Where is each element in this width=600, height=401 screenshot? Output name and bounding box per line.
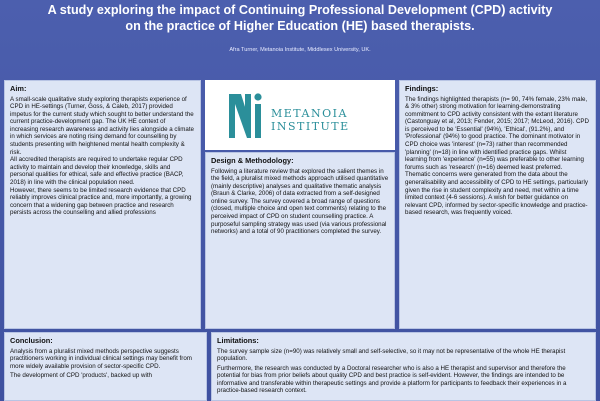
- limitations-section: [211, 332, 596, 401]
- findings-paragraph-2: Thematic concerns were generated from the data about the generalisability and accessibility of CPD to HE settings, particularly given the rise in student complexity and need, met within a time limited context (4-6 sessions). A wish for better guidance on relevant CPD, informed by sector-specific knowledge and practice-based research, was frequently voiced.: [405, 171, 588, 217]
- poster-title: A study exploring the impact of Continuing Professional Development (CPD) activity on the practice of Higher Education (HE) based therapists.: [47, 3, 553, 33]
- conclusion-heading: Conclusion:: [10, 336, 53, 345]
- aim-paragraph-3: However, there seems to be limited research evidence that CPD reliably improves clinical practice and, more importantly, a growing concern that a widening gap between practice and research persists across the counselling and allied professions: [10, 186, 192, 217]
- conclusion-paragraph-2: The development of CPD 'products', backed up with: [10, 372, 153, 380]
- limitations-heading: Limitations:: [217, 336, 259, 345]
- aim-paragraph-2: All accredited therapists are required to undertake regular CPD activity to maintain and develop their knowledge, skills and personal qualities for ethical, safe and effective practice (BACP, 2018) in line with the clinical population need.: [10, 156, 184, 187]
- logo-line-1: METANOIA: [271, 107, 348, 120]
- aim-heading: Aim:: [10, 84, 27, 93]
- logo-line-2: INSTITUTE: [271, 120, 350, 133]
- design-paragraph-1: Following a literature review that explored the salient themes in the field, a pluralist mixed methods approach utilised quantitative (mainly descriptive) analyses and qualitative thematic analysis (Braun & Clarke, 2006) of data extracted from a self-designed online survey. The survey covered a broad range of questions (closed, multiple choice and open text comments) relating to the perceived impact of CPD on student counselling practice. A purposeful sampling strategy was used (via various professional networks) and a total of 90 practitioners completed the survey.: [211, 167, 389, 236]
- findings-paragraph-1: The findings highlighted therapists (n= 90, 74% female, 23% male, & 3% other) strong motivation for learning-demonstrating commitment to CPD activity consistent with the extant literature (Castonguay et al, 2013; Fender, 2015; 2017; McLeod, 2016). CPD is perceived to be 'Essential' (94%), 'Ethical', (91.2%), and 'Professional' (94%) to good practice. The dominant motivator in CPD choice was 'interest' (n=73) rather than recommended 'planning' (n=18) in line with identified practice gaps. Whilst learning from 'experience' (n=55) was preferable to other learning forums such as 'research' (n=16) deemed least preferred.: [405, 95, 590, 171]
- logo-wordmark: [271, 107, 350, 133]
- aim-section: [4, 80, 201, 329]
- design-methodology-section: [205, 152, 395, 329]
- poster-authors: Afra Turner, Metanoia Institute, Middlesex University, UK.: [229, 47, 371, 53]
- limitations-paragraph-2: Furthermore, the research was conducted by a Doctoral researcher who is also a HE therapist and supervisor and therefore the potential for bias from prior beliefs about quality CPD and best practice is self-evident. However, the findings are intended to be informative and transferable within therapeutic settings and provide a platform for participants to feedback their experiences in a practice-based research context.: [217, 364, 567, 395]
- aim-paragraph-1: A small-scale qualitative study exploring therapists experience of CPD in HE-settings (Turner, Goss, & Caleb, 2017) provided impetus for the current study which sought to better understand the current practice-development gap. The UK HE context of increasing research awareness and activity lies alongside a climate in which services are noting rising demand for counselling by students presenting with heightened mental health complexity & risk.: [10, 95, 194, 156]
- conclusion-section: [4, 332, 207, 401]
- conclusion-paragraph-1: Analysis from a pluralist mixed methods perspective suggests practitioners working in individual clinical settings may benefit from more widely available provision of sector-specific CPD.: [10, 347, 192, 370]
- institute-logo-panel: [205, 80, 395, 150]
- findings-heading: Findings:: [405, 84, 439, 93]
- design-heading: Design & Methodology:: [211, 156, 294, 165]
- metanoia-logo-icon: [227, 88, 263, 140]
- limitations-paragraph-1: The survey sample size (n=90) was relatively small and self-selective, so it may not be representative of the whole HE therapist population.: [217, 347, 566, 363]
- findings-section: [399, 80, 596, 329]
